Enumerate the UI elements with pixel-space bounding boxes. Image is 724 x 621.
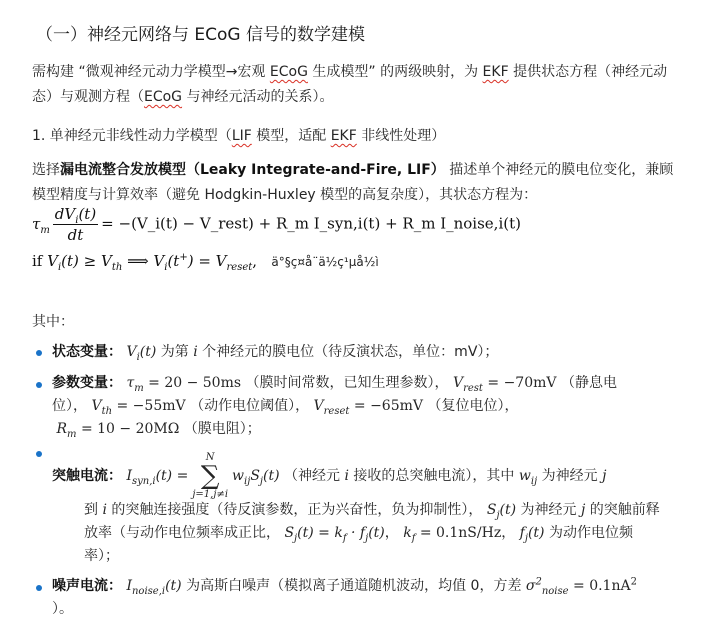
lif-model-name: 漏电流整合发放模型（Leaky Integrate-and-Fire, LIF） bbox=[60, 162, 445, 178]
spellcheck-word[interactable]: ECoG bbox=[144, 89, 183, 105]
list-item-synaptic-current-cont: 到 i 的突触连接强度（待反演参数，正为兴奋性，负为抑制性）， $S_j(t)$ 为神经元 j 的突触前释 放率（与动作电位频率成正比， $S_j(t) = k_f \cdot f_j(t)$， $k_f = 0.1nS/Hz$， $f_j(t)$ 为动作电位频 率）； bbox=[84, 502, 660, 564]
where-label: 其中： bbox=[32, 314, 74, 330]
bullet-dot bbox=[36, 451, 42, 457]
list-item-synaptic-current: 突触电流： $I_{syn,i}(t)$ = N ∑ j=1,j≠i $w_{ij}S_j(t)$ （神经元 i 接收的总突触电流），其中 $w_{ij}$ 为神经元 j bbox=[52, 452, 607, 500]
sum-symbol: N ∑ j=1,j≠i bbox=[192, 452, 229, 500]
derivative-fraction: $\frac{dV_i(t)}{dt}$ bbox=[54, 205, 97, 244]
list-item-noise-current: 噪声电流： $I_{noise,i}(t)$ 为高斯白噪声（模拟离子通道随机波动，均值 0，方差 $\sigma^2_{noise} = 0.1nA^2$ ）。 bbox=[52, 576, 637, 617]
subsection-title: 1. 单神经元非线性动力学模型（LIF 模型，适配 EKF 非线性处理） bbox=[32, 128, 446, 144]
spellcheck-word[interactable]: LIF bbox=[231, 128, 252, 144]
bullet-dot bbox=[36, 350, 42, 356]
section-title: （一）神经元网络与 ECoG 信号的数学建模 bbox=[36, 25, 365, 45]
list-item-parameters: 参数变量： $\tau_m = 20 - 50ms$ （膜时间常数，已知生理参数）， $V_{rest} = -70mV$ （静息电 位）， $V_{th} = -55mV$ （动作电位阈值）， $V_{reset} = -65mV$ （复位电位）， $R_m = 10 - 20M\Omega$ （膜电阻）； bbox=[52, 375, 617, 440]
intro-paragraph: 需构建 “微观神经元动力学模型→宏观 ECoG 生成模型” 的两级映射，为 EKF 提供状态方程（神经元动态）与观测方程（ECoG 与神经元活动的关系）。 bbox=[32, 64, 668, 105]
bullet-dot bbox=[36, 585, 42, 591]
garbled-text: ä°§ç¤å¨ä½ç¹µå½ì bbox=[271, 255, 379, 269]
bullet-dot bbox=[36, 382, 42, 388]
reset-equation: if $V_i(t) \ge V_{th}$ ⟹ $V_i(t^+) = V_{reset}$, ä°§ç¤å¨ä½ç¹µå½ì bbox=[32, 252, 379, 273]
lif-paragraph: 选择漏电流整合发放模型（Leaky Integrate-and-Fire, LIF） 描述单个神经元的膜电位变化，兼顾模型精度与计算效率（避免 Hodgkin-Huxley 模型的高复杂度），其状态方程为： bbox=[32, 162, 674, 203]
spellcheck-word[interactable]: EKF bbox=[330, 128, 357, 144]
spellcheck-word[interactable]: EKF bbox=[482, 64, 509, 80]
list-item-state-variable: 状态变量： $V_i(t)$ 为第 i 个神经元的膜电位（待反演状态，单位：mV）； bbox=[52, 344, 499, 363]
state-equation-rhs: = −(V_i(t) − V_rest) + R_m I_syn,i(t) + R_m I_noise,i(t) bbox=[101, 214, 521, 233]
state-equation: $\tau_m$ $\frac{dV_i(t)}{dt}$ = −(V_i(t) − V_rest) + R_m I_syn,i(t) + R_m I_noise,i(t) bbox=[32, 205, 521, 244]
spellcheck-word[interactable]: ECoG bbox=[269, 64, 308, 80]
